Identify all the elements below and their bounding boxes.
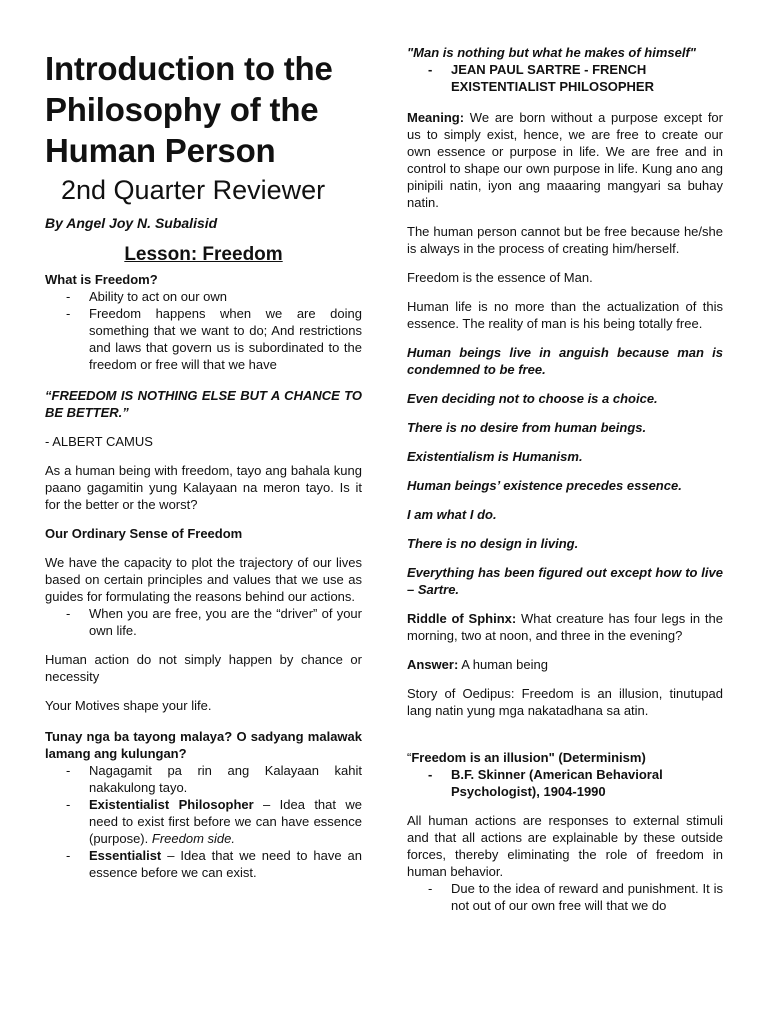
sartre-list (407, 61, 723, 95)
lesson-heading: Lesson: Freedom (124, 244, 283, 265)
author-line: By Angel Joy N. Subalisid (45, 215, 218, 231)
paragraph: The human person cannot but be free because he/she is always in the process of creating him/herself. (407, 224, 723, 256)
list-item: - Freedom happens when we are doing something that we want to do; And restrictions and laws that govern us is subordinated to the freedom or free will that we have (45, 305, 362, 373)
list-item: - Nagagamit pa rin ang Kalayaan kahit nakakulong tayo. (45, 762, 362, 796)
sartre-quote: "Man is nothing but what he makes of himself" (407, 45, 696, 60)
existentialist-label: Existentialist Philosopher (89, 797, 254, 812)
list-item (45, 847, 362, 881)
answer-label: Answer: (407, 657, 459, 672)
freedom-definition-list (45, 288, 362, 373)
paragraph: Human life is no more than the actualization of this essence. The reality of man is his being totally free. (407, 299, 723, 331)
riddle-paragraph (407, 610, 723, 644)
answer-paragraph (407, 656, 723, 673)
riddle-label: Riddle of Sphinx: (407, 611, 517, 626)
existentialist-text: – Idea that we need to exist first before we can have essence (purpose). (89, 797, 362, 846)
paragraph: Story of Oedipus: Freedom is an illusion, tinutupad lang natin yung mga nakatadhana sa atin. (407, 686, 723, 718)
paragraph: As a human being with freedom, tayo ang bahala kung paano gagamitin yung Kalayaan na meron tayo. Is it for the better or the worst? (45, 463, 362, 512)
essentialist-label: Essentialist (89, 848, 162, 863)
right-column (407, 44, 723, 914)
document-subtitle: 2nd Quarter Reviewer (61, 175, 326, 205)
sartre-name: - JEAN PAUL SARTRE - FRENCH EXISTENTIALIST PHILOSOPHER (407, 61, 723, 95)
left-column (45, 48, 362, 881)
document-title: Introduction to the Philosophy of the Human Person (45, 50, 333, 169)
paragraph: All human actions are responses to external stimuli and that all actions are explainable by these outside forces, thereby eliminating the role of freedom in human behavior. (407, 813, 723, 879)
statement: Everything has been figured out except how to live – Sartre. (407, 565, 723, 597)
statement: There is no desire from human beings. (407, 420, 647, 435)
paragraph: We have the capacity to plot the trajectory of our lives based on certain principles and values that we use as guides for formulating the reasons behind our actions. (45, 555, 362, 604)
ordinary-sense-heading: Our Ordinary Sense of Freedom (45, 526, 243, 541)
existentialist-tail: Freedom side. (151, 831, 235, 846)
list-item: - Ability to act on our own (45, 288, 362, 305)
paragraph: Your Motives shape your life. (45, 698, 212, 713)
answer-text: A human being (458, 657, 548, 672)
driver-list (45, 605, 362, 639)
camus-attribution: - ALBERT CAMUS (45, 434, 153, 449)
reward-list (407, 880, 723, 914)
riddle-text: What creature has four legs in the morning, two at noon, and three in the evening? (407, 611, 723, 643)
tunay-list (45, 762, 362, 881)
what-is-freedom-heading: What is Freedom? (45, 272, 158, 287)
paragraph: Freedom is the essence of Man. (407, 270, 593, 285)
meaning-text: We are born without a purpose except for us to simply exist, hence, we are free to create our own essence or purpose in life. We are free and in control to shape our own purpose in life. Kung ano ang pinipili natin, iyon ang maaaring mangyari sa buhay natin. (407, 110, 723, 210)
meaning-label: Meaning: (407, 110, 465, 125)
determinism-text: Freedom is an illusion" (Determinism) (411, 750, 646, 765)
statement: Existentialism is Humanism. (407, 449, 583, 464)
statement: Even deciding not to choose is a choice. (407, 391, 658, 406)
essentialist-text: – Idea that we need to have an essence before we can exist. (89, 848, 362, 880)
list-item (45, 796, 362, 847)
determinism-heading (407, 749, 723, 766)
tunay-heading: Tunay nga ba tayong malaya? O sadyang malawak lamang ang kulungan? (45, 729, 362, 761)
paragraph: Human action do not simply happen by chance or necessity (45, 652, 362, 684)
statement: Human beings live in anguish because man is condemned to be free. (407, 345, 723, 377)
statement: Human beings’ existence precedes essence. (407, 478, 682, 493)
skinner-list (407, 766, 723, 800)
determinism-open-quote: “ (407, 750, 412, 765)
camus-quote: “FREEDOM IS NOTHING ELSE BUT A CHANCE TO BE BETTER.” (45, 388, 362, 420)
statement: I am what I do. (407, 507, 497, 522)
list-item: - When you are free, you are the “driver” of your own life. (45, 605, 362, 639)
meaning-paragraph (407, 109, 723, 211)
skinner-name: - B.F. Skinner (American Behavioral Psychologist), 1904-1990 (407, 766, 723, 800)
list-item: - Due to the idea of reward and punishment. It is not out of our own free will that we do (407, 880, 723, 914)
statement: There is no design in living. (407, 536, 579, 551)
